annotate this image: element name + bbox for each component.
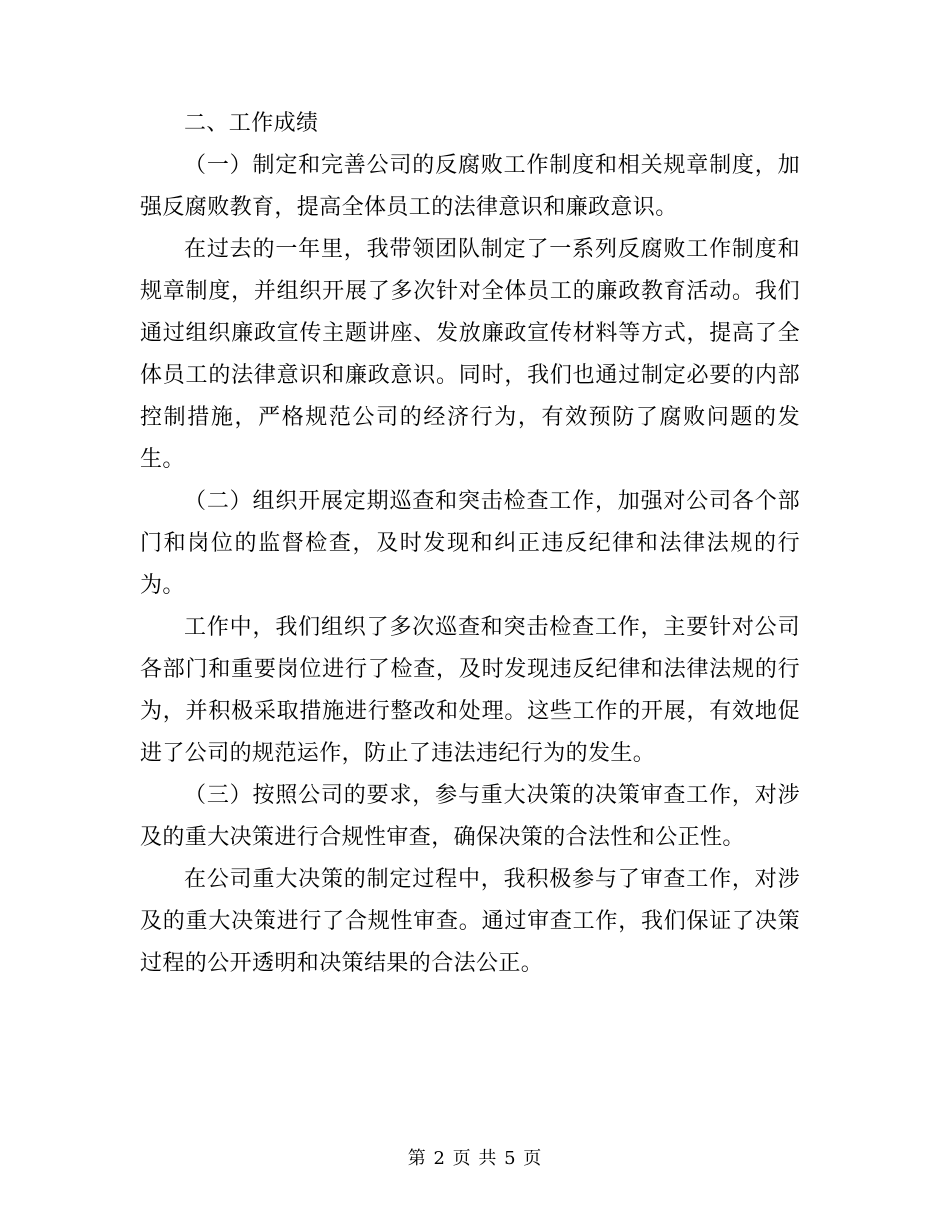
page-number-footer: 第 2 页 共 5 页 <box>407 1148 543 1169</box>
body-paragraph-2: 工作中，我们组织了多次巡查和突击检查工作，主要针对公司各部门和重要岗位进行了检查，及时发现违反纪律和法律法规的行为，并积极采取措施进行整改和处理。这些工作的开展，有效地促进了公司的规范运作，防止了违法违纪行为的发生。 <box>140 615 800 766</box>
body-paragraph-3: 在公司重大决策的制定过程中，我积极参与了审查工作，对涉及的重大决策进行了合规性审查。通过审查工作，我们保证了决策过程的公开透明和决策结果的合法公正。 <box>140 867 800 976</box>
subsection-heading-2: （二）组织开展定期巡查和突击检查工作，加强对公司各个部门和岗位的监督检查，及时发现和纠正违反纪律和法律法规的行为。 <box>140 489 800 598</box>
document-body <box>140 103 800 985</box>
body-paragraph-1: 在过去的一年里，我带领团队制定了一系列反腐败工作制度和规章制度，并组织开展了多次针对全体员工的廉政教育活动。我们通过组织廉政宣传主题讲座、发放廉政宣传材料等方式，提高了全体员工的法律意识和廉政意识。同时，我们也通过制定必要的内部控制措施，严格规范公司的经济行为，有效预防了腐败问题的发生。 <box>140 237 800 472</box>
subsection-heading-3: （三）按照公司的要求，参与重大决策的决策审查工作，对涉及的重大决策进行合规性审查，确保决策的合法性和公正性。 <box>140 783 800 850</box>
section-heading: 二、工作成绩 <box>184 111 319 136</box>
subsection-heading-1: （一）制定和完善公司的反腐败工作制度和相关规章制度，加强反腐败教育，提高全体员工的法律意识和廉政意识。 <box>140 153 800 220</box>
